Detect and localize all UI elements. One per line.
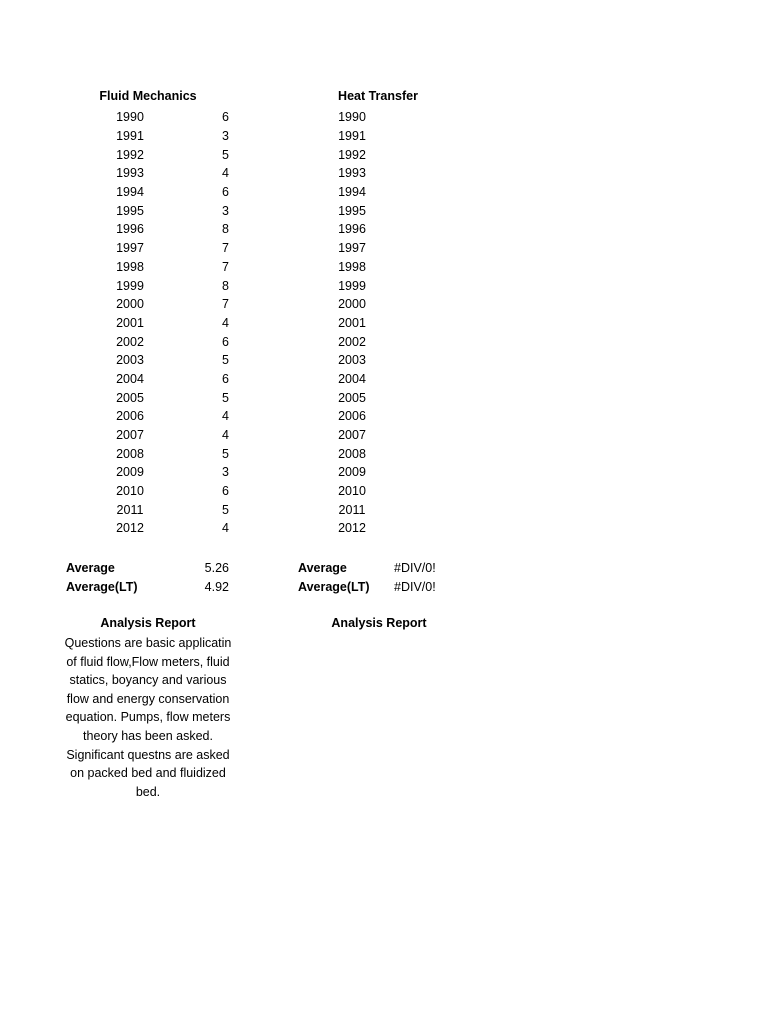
table-row bbox=[100, 388, 240, 407]
average-value: #DIV/0! bbox=[394, 560, 436, 575]
year-cell: 2011 bbox=[338, 502, 366, 517]
count-cell: 7 bbox=[222, 241, 229, 256]
year-cell: 1994 bbox=[116, 185, 144, 200]
table-row bbox=[322, 444, 382, 463]
table-row bbox=[100, 295, 240, 314]
year-cell: 2001 bbox=[116, 315, 144, 330]
table-row bbox=[100, 276, 240, 295]
fluid-mechanics-report-text: Questions are basic applicatin of fluid flow,Flow meters, fluid statics, boyancy and various flow and energy conservation equation. Pumps, flow meters theory has been asked. Significant questns are asked on packed bed and fluidized bed. bbox=[64, 636, 232, 799]
table-row bbox=[100, 370, 240, 389]
table-row bbox=[322, 519, 382, 538]
count-cell: 6 bbox=[222, 185, 229, 200]
year-cell: 1992 bbox=[116, 147, 144, 162]
table-row bbox=[322, 500, 382, 519]
table-row bbox=[322, 220, 382, 239]
count-cell: 3 bbox=[222, 465, 229, 480]
average-value: 5.26 bbox=[204, 560, 229, 575]
table-row bbox=[322, 108, 382, 127]
year-cell: 1995 bbox=[338, 203, 366, 218]
year-cell: 2008 bbox=[338, 446, 366, 461]
average-label: Average bbox=[298, 560, 347, 575]
table-row bbox=[100, 351, 240, 370]
year-cell: 2006 bbox=[116, 409, 144, 424]
table-row bbox=[100, 127, 240, 146]
year-cell: 2007 bbox=[116, 428, 144, 443]
year-cell: 1999 bbox=[116, 278, 144, 293]
year-cell: 2010 bbox=[116, 484, 144, 499]
year-cell: 1998 bbox=[116, 259, 144, 274]
count-cell: 4 bbox=[222, 428, 229, 443]
average-lt-value: 4.92 bbox=[204, 579, 229, 594]
year-cell: 2012 bbox=[116, 521, 144, 536]
year-cell: 1991 bbox=[338, 129, 366, 144]
table-row bbox=[322, 332, 382, 351]
year-cell: 2012 bbox=[338, 521, 366, 536]
table-row bbox=[322, 183, 382, 202]
average-lt-label: Average(LT) bbox=[66, 579, 138, 594]
table-row bbox=[322, 426, 382, 445]
table-row bbox=[100, 500, 240, 519]
count-cell: 5 bbox=[222, 390, 229, 405]
count-cell: 6 bbox=[222, 334, 229, 349]
table-row bbox=[100, 108, 240, 127]
table-row bbox=[322, 388, 382, 407]
count-cell: 7 bbox=[222, 297, 229, 312]
year-cell: 2005 bbox=[338, 390, 366, 405]
table-row bbox=[100, 407, 240, 426]
year-cell: 2002 bbox=[116, 334, 144, 349]
fluid-mechanics-heading: Fluid Mechanics bbox=[99, 89, 197, 103]
year-cell: 1996 bbox=[116, 222, 144, 237]
average-row bbox=[66, 558, 238, 577]
year-cell: 2006 bbox=[338, 409, 366, 424]
year-cell: 1993 bbox=[116, 166, 144, 181]
year-cell: 2009 bbox=[338, 465, 366, 480]
year-cell: 2000 bbox=[116, 297, 144, 312]
year-cell: 1993 bbox=[338, 166, 366, 181]
year-cell: 2009 bbox=[116, 465, 144, 480]
fluid-mechanics-report-title: Analysis Report bbox=[100, 616, 196, 630]
table-row bbox=[322, 276, 382, 295]
count-cell: 5 bbox=[222, 446, 229, 461]
year-cell: 1995 bbox=[116, 203, 144, 218]
year-cell: 2010 bbox=[338, 484, 366, 499]
year-cell: 2005 bbox=[116, 390, 144, 405]
heat-transfer-report-title: Analysis Report bbox=[331, 616, 427, 630]
year-cell: 1997 bbox=[338, 241, 366, 256]
heat-transfer-table bbox=[322, 108, 382, 538]
table-row bbox=[322, 258, 382, 277]
table-row bbox=[100, 201, 240, 220]
table-row bbox=[100, 183, 240, 202]
count-cell: 6 bbox=[222, 484, 229, 499]
year-cell: 1992 bbox=[338, 147, 366, 162]
year-cell: 2004 bbox=[116, 371, 144, 386]
year-cell: 2000 bbox=[338, 297, 366, 312]
heat-transfer-summary bbox=[298, 558, 448, 596]
table-row bbox=[322, 351, 382, 370]
count-cell: 3 bbox=[222, 203, 229, 218]
table-row bbox=[322, 239, 382, 258]
average-lt-row bbox=[298, 577, 448, 596]
year-cell: 2003 bbox=[338, 353, 366, 368]
count-cell: 6 bbox=[222, 371, 229, 386]
year-cell: 2002 bbox=[338, 334, 366, 349]
average-lt-row bbox=[66, 577, 238, 596]
year-cell: 2007 bbox=[338, 428, 366, 443]
year-cell: 1990 bbox=[116, 110, 144, 125]
fluid-mechanics-table bbox=[100, 108, 240, 538]
count-cell: 5 bbox=[222, 147, 229, 162]
year-cell: 1997 bbox=[116, 241, 144, 256]
year-cell: 1996 bbox=[338, 222, 366, 237]
table-row bbox=[100, 463, 240, 482]
year-cell: 2008 bbox=[116, 446, 144, 461]
table-row bbox=[100, 164, 240, 183]
count-cell: 4 bbox=[222, 166, 229, 181]
year-cell: 1990 bbox=[338, 110, 366, 125]
count-cell: 7 bbox=[222, 259, 229, 274]
table-row bbox=[322, 164, 382, 183]
table-row bbox=[322, 463, 382, 482]
count-cell: 8 bbox=[222, 278, 229, 293]
table-row bbox=[100, 258, 240, 277]
count-cell: 3 bbox=[222, 129, 229, 144]
average-row bbox=[298, 558, 448, 577]
count-cell: 4 bbox=[222, 409, 229, 424]
table-row bbox=[100, 444, 240, 463]
table-row bbox=[322, 407, 382, 426]
count-cell: 5 bbox=[222, 502, 229, 517]
table-row bbox=[322, 145, 382, 164]
table-row bbox=[100, 220, 240, 239]
table-row bbox=[100, 332, 240, 351]
count-cell: 4 bbox=[222, 315, 229, 330]
table-row bbox=[322, 370, 382, 389]
heat-transfer-heading: Heat Transfer bbox=[338, 89, 418, 103]
table-row bbox=[322, 314, 382, 333]
table-row bbox=[100, 426, 240, 445]
table-row bbox=[100, 239, 240, 258]
year-cell: 1999 bbox=[338, 278, 366, 293]
count-cell: 5 bbox=[222, 353, 229, 368]
table-row bbox=[322, 127, 382, 146]
count-cell: 8 bbox=[222, 222, 229, 237]
year-cell: 2003 bbox=[116, 353, 144, 368]
count-cell: 4 bbox=[222, 521, 229, 536]
year-cell: 2011 bbox=[116, 502, 144, 517]
average-lt-value: #DIV/0! bbox=[394, 579, 436, 594]
table-row bbox=[322, 295, 382, 314]
year-cell: 1991 bbox=[116, 129, 144, 144]
table-row bbox=[322, 201, 382, 220]
year-cell: 2001 bbox=[338, 315, 366, 330]
year-cell: 1998 bbox=[338, 259, 366, 274]
average-label: Average bbox=[66, 560, 115, 575]
table-row bbox=[100, 519, 240, 538]
table-row bbox=[100, 145, 240, 164]
table-row bbox=[100, 482, 240, 501]
table-row bbox=[322, 482, 382, 501]
count-cell: 6 bbox=[222, 110, 229, 125]
fluid-mechanics-summary bbox=[66, 558, 238, 596]
average-lt-label: Average(LT) bbox=[298, 579, 370, 594]
table-row bbox=[100, 314, 240, 333]
year-cell: 2004 bbox=[338, 371, 366, 386]
year-cell: 1994 bbox=[338, 185, 366, 200]
